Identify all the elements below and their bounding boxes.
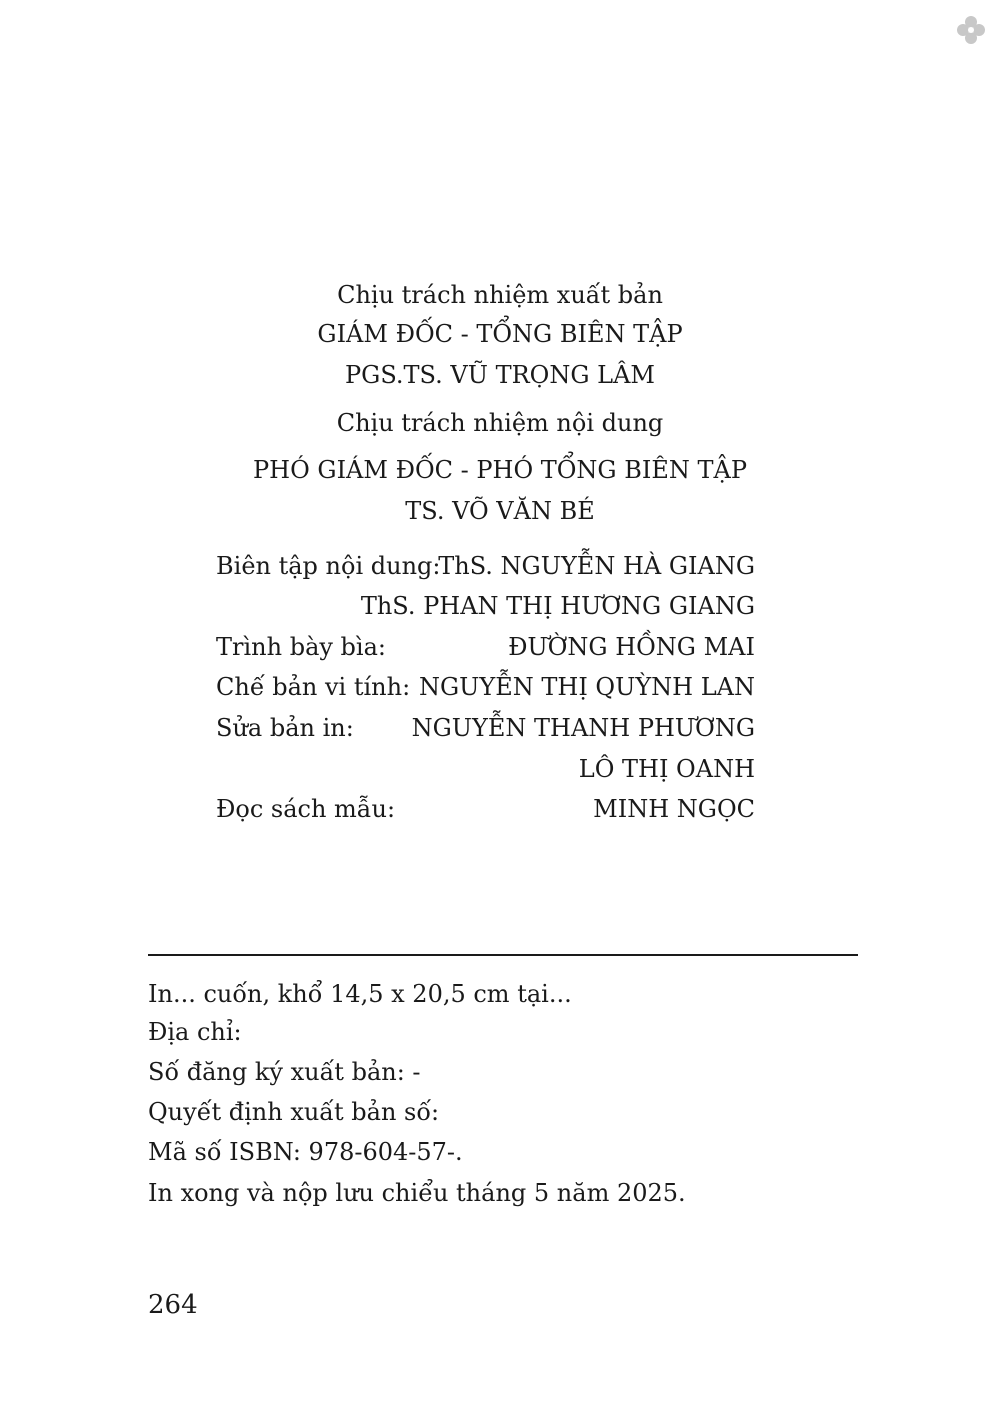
credit-label: Sửa bản in: — [216, 714, 354, 742]
page-number: 264 — [148, 1290, 198, 1320]
deputy-director-name: TS. VÕ VĂN BÉ — [405, 497, 595, 525]
imprint-registration: Số đăng ký xuất bản: - — [148, 1058, 421, 1086]
divider-rule — [148, 954, 858, 956]
credit-label: Đọc sách mẫu: — [216, 795, 396, 823]
credit-value: MINH NGỌC — [593, 795, 755, 823]
credit-label: Trình bày bìa: — [216, 633, 386, 661]
deputy-director-title: PHÓ GIÁM ĐỐC - PHÓ TỔNG BIÊN TẬP — [253, 456, 747, 484]
responsibility-publishing-label: Chịu trách nhiệm xuất bản — [337, 281, 663, 309]
credit-value: NGUYỄN THANH PHƯƠNG — [411, 714, 755, 742]
imprint-isbn: Mã số ISBN: 978-604-57-. — [148, 1138, 463, 1166]
credit-value: ThS. PHAN THỊ HƯƠNG GIANG — [360, 592, 755, 620]
credit-value: ĐƯỜNG HỒNG MAI — [508, 633, 755, 661]
imprint-decision: Quyết định xuất bản số: — [148, 1098, 440, 1126]
imprint-print-run: In... cuốn, khổ 14,5 x 20,5 cm tại... — [148, 980, 572, 1008]
credit-value: LÔ THỊ OANH — [578, 755, 755, 783]
director-title: GIÁM ĐỐC - TỔNG BIÊN TẬP — [317, 320, 683, 348]
credit-value: ThS. NGUYỄN HÀ GIANG — [438, 552, 755, 580]
credit-label: Biên tập nội dung: — [216, 552, 441, 580]
imprint-address: Địa chỉ: — [148, 1018, 242, 1046]
credit-label: Chế bản vi tính: — [216, 673, 411, 701]
flower-ornament-icon — [955, 14, 987, 46]
responsibility-content-label: Chịu trách nhiệm nội dung — [336, 409, 664, 437]
director-name: PGS.TS. VŨ TRỌNG LÂM — [345, 361, 655, 389]
imprint-deposit: In xong và nộp lưu chiểu tháng 5 năm 2025. — [148, 1179, 686, 1207]
credit-value: NGUYỄN THỊ QUỲNH LAN — [418, 673, 755, 701]
